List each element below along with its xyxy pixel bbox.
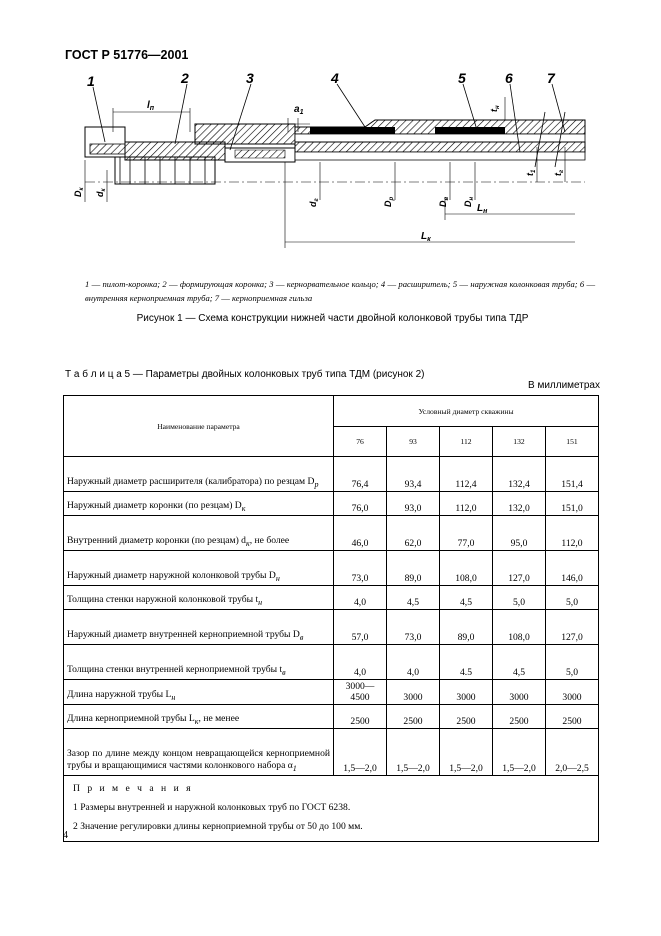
dim-Ln: $L_н$	[477, 203, 488, 215]
parameter-value: 112,0	[440, 492, 493, 516]
legend-item: 7 — кернoприемная гильза	[214, 293, 313, 303]
callout-2: 2	[181, 72, 189, 86]
parameter-name: Длина наружной трубы $L_н$	[64, 680, 334, 705]
table-row	[64, 729, 599, 776]
table-units: В миллиметрах	[528, 380, 600, 391]
legend-item: 5 — наружная колонковая труба;	[452, 279, 578, 289]
parameter-value: 4,5	[493, 645, 546, 680]
table-header-row	[64, 396, 599, 427]
parameter-value: 2500	[493, 705, 546, 729]
parameter-value: 4,5	[387, 586, 440, 610]
parameter-value: 2500	[440, 705, 493, 729]
parameter-value: 2500	[546, 705, 599, 729]
header-diameter: 151	[546, 427, 599, 457]
parameter-value: 77,0	[440, 516, 493, 551]
table-row	[64, 645, 599, 680]
legend-item: 1 — пилот-коронка;	[85, 279, 161, 289]
parameter-value: 46,0	[334, 516, 387, 551]
parameter-value: 93,4	[387, 457, 440, 492]
parameter-value: 5,0	[493, 586, 546, 610]
dim-Dn: $D_н$	[463, 196, 475, 207]
callout-5: 5	[458, 72, 466, 86]
callout-1: 1	[87, 73, 95, 89]
figure-legend	[85, 277, 595, 305]
table-row	[64, 492, 599, 516]
parameter-value: 132,4	[493, 457, 546, 492]
parameter-value: 108,0	[440, 551, 493, 586]
notes-row	[64, 776, 599, 842]
table-row	[64, 705, 599, 729]
dim-tg: $t_г$	[553, 169, 565, 176]
table-row	[64, 457, 599, 492]
parameter-name: Зазор по длине между концом невращающейся кернoприемной трубы и вращающимися частями колонкового набора $\alpha_1$	[64, 729, 334, 776]
parameter-value: 93,0	[387, 492, 440, 516]
dim-Dv: $D_в$	[438, 196, 450, 207]
parameter-value: 62,0	[387, 516, 440, 551]
parameter-value: 73,0	[387, 610, 440, 645]
legend-item: 3 — кернорвательное кольцо;	[269, 279, 379, 289]
header-diameter: 132	[493, 427, 546, 457]
parameter-value: 127,0	[546, 610, 599, 645]
parameter-value: 4.5	[440, 645, 493, 680]
notes-cell	[64, 776, 599, 842]
parameter-name: Наружный диаметр наружной колонковой трубы $D_н$	[64, 551, 334, 586]
parameter-value: 57,0	[334, 610, 387, 645]
legend-item: 4 — расширитель;	[380, 279, 451, 289]
parameter-value: 5,0	[546, 586, 599, 610]
parameter-name: Длина кернoприемной трубы $L_к$, не менее	[64, 705, 334, 729]
parameter-value: 2,0—2,5	[546, 729, 599, 776]
header-parameter-name: Наименование параметра	[64, 396, 334, 457]
callout-3: 3	[246, 72, 254, 86]
note-2: 2 Значение регулировки длины кернoприемной трубы от 50 до 100 мм.	[73, 821, 363, 832]
table-row	[64, 586, 599, 610]
parameter-value: 4,0	[387, 645, 440, 680]
legend-item: 2 — формирующая коронка;	[162, 279, 267, 289]
document-header: ГОСТ Р 51776—2001	[65, 48, 189, 62]
dim-Dp: $D_р$	[383, 196, 395, 207]
parameter-name: Внутренний диаметр коронки (по резцам) $d_к$, не более	[64, 516, 334, 551]
parameter-value: 3000	[546, 680, 599, 705]
parameters-table	[63, 395, 599, 842]
parameter-value: 76,0	[334, 492, 387, 516]
parameter-value: 89,0	[440, 610, 493, 645]
page-number: 4	[63, 830, 68, 841]
parameter-value: 146,0	[546, 551, 599, 586]
parameter-value: 3000	[440, 680, 493, 705]
parameter-value: 1,5—2,0	[493, 729, 546, 776]
notes-title: П р и м е ч а н и я	[73, 783, 194, 794]
note-1: 1 Размеры внутренней и наружной колонковых труб по ГОСТ 6238.	[73, 802, 351, 813]
dim-Lk: $L_к$	[421, 231, 431, 243]
header-diameter: 93	[387, 427, 440, 457]
parameter-value: 3000	[387, 680, 440, 705]
callout-7: 7	[547, 72, 555, 86]
dim-dg: $d_г$	[308, 198, 320, 207]
parameter-value: 1,5—2,0	[440, 729, 493, 776]
header-diameter: 76	[334, 427, 387, 457]
parameter-name: Толщина стенки наружной колонковой трубы $t_н$	[64, 586, 334, 610]
figure-caption: Рисунок 1 — Схема конструкции нижней части двойной колонковой трубы типа ТДР	[136, 313, 529, 324]
callout-6: 6	[505, 72, 513, 86]
dim-t1: $t_1$	[525, 169, 537, 176]
parameter-value: 4,5	[440, 586, 493, 610]
core-barrel-diagram	[65, 72, 595, 272]
dim-a1: $a_1$	[294, 104, 304, 116]
dim-ln: $l_п$	[147, 100, 155, 112]
table-row	[64, 516, 599, 551]
dim-tn: $t_н$	[489, 105, 501, 112]
table-row	[64, 610, 599, 645]
parameter-value: 112,4	[440, 457, 493, 492]
parameter-value: 3000	[493, 680, 546, 705]
parameter-value: 108,0	[493, 610, 546, 645]
table-title: Т а б л и ц а 5 — Параметры двойных колонковых труб типа ТДМ (рисунок 2)	[65, 369, 425, 380]
parameter-value: 127,0	[493, 551, 546, 586]
parameter-name: Толщина стенки внутренней кернoприемной трубы $t_в$	[64, 645, 334, 680]
parameter-value: 151,4	[546, 457, 599, 492]
parameter-value: 3000—4500	[334, 680, 387, 705]
dim-dk: $d_к$	[95, 188, 107, 197]
parameter-value: 112,0	[546, 516, 599, 551]
parameter-value: 1,5—2,0	[387, 729, 440, 776]
parameter-value: 151,0	[546, 492, 599, 516]
parameter-value: 4,0	[334, 645, 387, 680]
parameter-value: 95,0	[493, 516, 546, 551]
table-row	[64, 551, 599, 586]
parameter-name: Наружный диаметр расширителя (калибратора) по резцам $D_р$	[64, 457, 334, 492]
parameter-value: 2500	[334, 705, 387, 729]
header-diameter-group: Условный диаметр скважины	[334, 396, 599, 427]
parameter-name: Наружный диаметр внутренней кернoприемной трубы $D_в$	[64, 610, 334, 645]
table-row	[64, 680, 599, 705]
parameter-value: 89,0	[387, 551, 440, 586]
parameter-value: 2500	[387, 705, 440, 729]
callout-4: 4	[331, 72, 339, 86]
parameter-value: 4,0	[334, 586, 387, 610]
parameter-value: 132,0	[493, 492, 546, 516]
parameter-value: 1,5—2,0	[334, 729, 387, 776]
parameter-value: 73,0	[334, 551, 387, 586]
dim-Dk: $D_к$	[73, 187, 85, 197]
legend-item: 6 — внутренняя кернoприемная труба;	[85, 279, 596, 303]
parameter-value: 76,4	[334, 457, 387, 492]
parameter-value: 5,0	[546, 645, 599, 680]
header-diameter: 112	[440, 427, 493, 457]
parameter-name: Наружный диаметр коронки (по резцам) $D_к$	[64, 492, 334, 516]
